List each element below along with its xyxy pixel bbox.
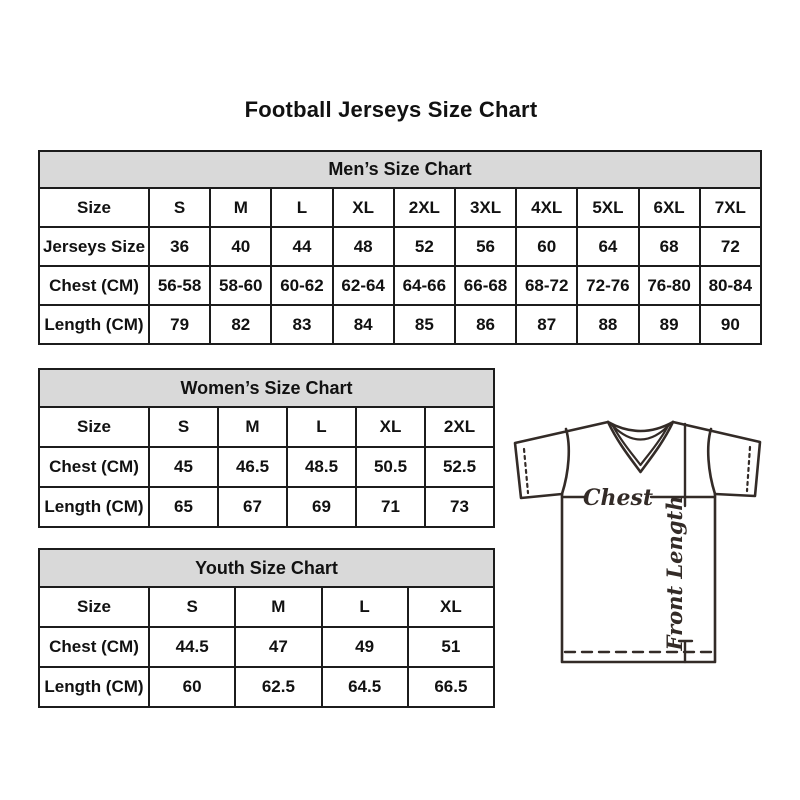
value-cell: 87 (516, 305, 577, 344)
value-cell: L (271, 188, 332, 227)
value-cell: 60 (149, 667, 235, 707)
value-cell: M (218, 407, 287, 447)
table-row (39, 627, 494, 667)
value-cell: 62-64 (333, 266, 394, 305)
value-cell: 66-68 (455, 266, 516, 305)
value-cell: S (149, 407, 218, 447)
value-cell: 56-58 (149, 266, 210, 305)
value-cell: 46.5 (218, 447, 287, 487)
page-title: Football Jerseys Size Chart (244, 97, 538, 122)
value-cell: 6XL (639, 188, 700, 227)
value-cell: 45 (149, 447, 218, 487)
left-armhole-seam (562, 429, 569, 494)
womens-size-chart-table (38, 368, 495, 528)
value-cell: 84 (333, 305, 394, 344)
row-label-cell: Size (39, 407, 149, 447)
youth-size-chart-table (38, 548, 495, 708)
value-cell: 72 (700, 227, 761, 266)
row-label-cell: Jerseys Size (39, 227, 149, 266)
value-cell: 36 (149, 227, 210, 266)
value-cell: 5XL (577, 188, 638, 227)
mens-table-title: Men’s Size Chart (38, 150, 762, 189)
table-row (39, 667, 494, 707)
womens-table-grid (38, 406, 495, 528)
value-cell: 67 (218, 487, 287, 527)
value-cell: 47 (235, 627, 321, 667)
right-sleeve-stitch-line (747, 447, 750, 491)
value-cell: 80-84 (700, 266, 761, 305)
value-cell: 7XL (700, 188, 761, 227)
value-cell: XL (333, 188, 394, 227)
value-cell: 60 (516, 227, 577, 266)
value-cell: 40 (210, 227, 271, 266)
youth-table-title: Youth Size Chart (38, 548, 495, 588)
size-header-row (39, 407, 494, 447)
value-cell: 64 (577, 227, 638, 266)
jersey-body-outline (562, 494, 715, 662)
value-cell: 48.5 (287, 447, 356, 487)
value-cell: S (149, 587, 235, 627)
front-length-label: Front Length (662, 495, 687, 651)
value-cell: 51 (408, 627, 494, 667)
value-cell: 64.5 (322, 667, 408, 707)
table-row (39, 447, 494, 487)
value-cell: L (322, 587, 408, 627)
left-sleeve-stitch-line (524, 449, 528, 493)
value-cell: 48 (333, 227, 394, 266)
value-cell: 85 (394, 305, 455, 344)
value-cell: 4XL (516, 188, 577, 227)
value-cell: 50.5 (356, 447, 425, 487)
value-cell: 88 (577, 305, 638, 344)
row-label-cell: Length (CM) (39, 305, 149, 344)
value-cell: 3XL (455, 188, 516, 227)
value-cell: 44 (271, 227, 332, 266)
youth-table-grid (38, 586, 495, 708)
value-cell: 2XL (394, 188, 455, 227)
row-label-cell: Length (CM) (39, 487, 149, 527)
value-cell: 58-60 (210, 266, 271, 305)
row-label-cell: Size (39, 587, 149, 627)
value-cell: M (210, 188, 271, 227)
mens-size-chart-table (38, 150, 762, 345)
value-cell: 52 (394, 227, 455, 266)
chest-label: Chest (582, 485, 654, 511)
table-row (39, 227, 761, 266)
size-header-row (39, 587, 494, 627)
table-row (39, 487, 494, 527)
value-cell: 60-62 (271, 266, 332, 305)
value-cell: 90 (700, 305, 761, 344)
value-cell: L (287, 407, 356, 447)
value-cell: 44.5 (149, 627, 235, 667)
value-cell: 64-66 (394, 266, 455, 305)
size-header-row (39, 188, 761, 227)
value-cell: 89 (639, 305, 700, 344)
value-cell: 52.5 (425, 447, 494, 487)
value-cell: XL (408, 587, 494, 627)
right-armhole-seam (708, 429, 715, 494)
jersey-diagram-svg (505, 410, 775, 672)
value-cell: 86 (455, 305, 516, 344)
value-cell: 2XL (425, 407, 494, 447)
value-cell: 68-72 (516, 266, 577, 305)
value-cell: 62.5 (235, 667, 321, 707)
table-row (39, 266, 761, 305)
value-cell: S (149, 188, 210, 227)
value-cell: 71 (356, 487, 425, 527)
row-label-cell: Chest (CM) (39, 447, 149, 487)
row-label-cell: Size (39, 188, 149, 227)
value-cell: 73 (425, 487, 494, 527)
value-cell: 72-76 (577, 266, 638, 305)
row-label-cell: Chest (CM) (39, 627, 149, 667)
value-cell: 82 (210, 305, 271, 344)
value-cell: 68 (639, 227, 700, 266)
mens-table-grid (38, 187, 762, 345)
value-cell: 56 (455, 227, 516, 266)
womens-table-title: Women’s Size Chart (38, 368, 495, 408)
value-cell: M (235, 587, 321, 627)
table-row (39, 305, 761, 344)
row-label-cell: Chest (CM) (39, 266, 149, 305)
value-cell: 49 (322, 627, 408, 667)
value-cell: 66.5 (408, 667, 494, 707)
value-cell: 76-80 (639, 266, 700, 305)
row-label-cell: Length (CM) (39, 667, 149, 707)
jersey-measurement-diagram (505, 410, 775, 672)
value-cell: 65 (149, 487, 218, 527)
value-cell: 83 (271, 305, 332, 344)
value-cell: XL (356, 407, 425, 447)
value-cell: 69 (287, 487, 356, 527)
value-cell: 79 (149, 305, 210, 344)
